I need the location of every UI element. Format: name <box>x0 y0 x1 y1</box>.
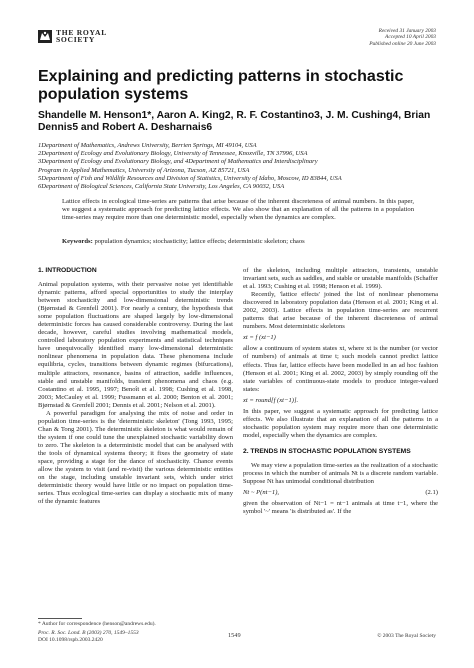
publisher-line-2: SOCIETY <box>56 35 96 45</box>
keywords <box>62 238 414 246</box>
equation-2-1-text: Nt ~ P(nt−1), <box>243 489 280 497</box>
equation-rounding-text: xt = round[f (xt−1)]. <box>243 396 299 404</box>
equation-skeleton-text: xt = f (xt−1) <box>243 334 276 342</box>
published-date: Published online 20 June 2003 <box>369 40 436 47</box>
paper-title: Explaining and predicting patterns in stochastic population systems <box>38 68 404 103</box>
footnote <box>38 618 233 628</box>
journal-citation: Proc. R. Soc. Lond. B (2003) 270, 1549–1553 <box>38 630 139 636</box>
copyright: © 2003 The Royal Society <box>377 633 436 639</box>
trends-paragraph-2: given the observation of Nt−1 = nt−1 animals at time t−1, where the symbol '~' means 'is distributed as'. If the <box>243 500 438 516</box>
doi: DOI 10.1098/rspb.2003.2420 <box>38 637 103 643</box>
abstract: Lattice effects in ecological time-series are patterns that arise because of the inherent discreteness of animal numbers. In this paper, we suggest a systematic approach for predicting lattice effects. We also show that an explanation of all the patterns in a population time-series may require more than one deterministic model, especially when the dynamics are complex. <box>62 198 414 222</box>
intro-paragraph-2: A powerful paradigm for analysing the mix of noise and order in population time-series is the 'deterministic skeleton' (Tong 1993, 1995; Chan & Tong 2001). The deterministic skeleton is what would remain of the system if one could tune the unexplained stochastic variability down to zero. The skeleton is a deterministic model that can be analysed with the tools of dynamical systems theory; it fixes the geometry of state space, providing a stage for the dance of stochasticity. Chance events allow the system to visit (and re-visit) the various deterministic entities on the stage, including unstable invariant sets, which under strict deterministic theory would have little or no impact on population time-series. Thus ecological time-series can display a stochastic mix of many of the dynamic features <box>38 409 233 506</box>
intro-paragraph-4: Recently, 'lattice effects' joined the list of nonlinear phenomena discovered in laboratory population data (Henson et al. 2001; King et al. 2002, 2003). Lattice effects in population time-series are recurrent patterns that arise because of the inherent discreteness of animal numbers. Most deterministic skeletons <box>243 291 438 331</box>
author-list: Shandelle M. Henson1*, Aaron A. King2, R. F. Costantino3, J. M. Cushing4, Brian Dennis5 and Robert A. Desharnais6 <box>38 110 431 133</box>
trends-paragraph-1: We may view a population time-series as the realization of a stochastic process in which the number of animals Nt is a discrete random variable. Suppose Nt has unimodal conditional distribution <box>243 461 438 486</box>
equation-skeleton <box>243 334 438 342</box>
section-heading-introduction: 1. INTRODUCTION <box>38 267 97 274</box>
publication-dates <box>369 28 436 47</box>
publisher-name <box>56 29 107 44</box>
affiliation-3: 3Department of Ecology and Evolutionary Biology, and 4Department of Mathematics and Interdisciplinary <box>38 158 318 166</box>
publisher-line-1: THE ROYAL <box>56 28 107 37</box>
accepted-date: Accepted 10 April 2003 <box>385 34 436 41</box>
affiliation-3-cont: Program in Applied Mathematics, University of Arizona, Tucson, AZ 85721, USA <box>38 166 250 174</box>
right-column <box>243 267 438 516</box>
equation-2-1-number: (2.1) <box>425 489 438 497</box>
footnote-rule <box>38 618 82 619</box>
affiliation-2: 2Department of Ecology and Evolutionary Biology, University of Tennessee, Knoxville, TN 37996, USA <box>38 150 308 158</box>
section-heading-trends: 2. TRENDS IN STOCHASTIC POPULATION SYSTEMS <box>243 447 411 455</box>
affiliations <box>38 142 438 191</box>
intro-paragraph-5: allow a continuum of system states xt, where xt is the number (or vector of numbers) of animals at time t; such models cannot predict lattice effects. Thus far, lattice effects have been modelled in an ad hoc fashion (Henson et al. 2001; King et al. 2002, 2003) by simply rounding off the state variables of continuous-state models to produce integer-valued states: <box>243 345 438 393</box>
left-column <box>38 267 233 506</box>
equation-2-1 <box>243 489 438 497</box>
affiliation-1: 1Department of Mathematics, Andrews University, Berrien Springs, MI 49104, USA <box>38 142 257 149</box>
affiliation-6: 6Department of Biological Sciences, California State University, Los Angeles, CA 90032, USA <box>38 183 285 191</box>
affiliation-5: 5Department of Fish and Wildlife Resources and Division of Statistics, University of Idaho, Moscow, ID 83844, USA <box>38 174 342 182</box>
crest-icon <box>38 30 52 43</box>
intro-paragraph-3: of the skeleton, including multiple attractors, transients, unstable invariant sets, such as saddles, and stable or unstable manifolds (Schaffer et al. 1993; Cushing et al. 1998; Henson et al. 1999). <box>243 267 438 291</box>
equation-rounding <box>243 397 438 405</box>
page-number: 1549 <box>228 632 241 639</box>
received-date: Received 31 January 2003 <box>378 28 436 34</box>
intro-paragraph-1: Animal population systems, with their pervasive noise yet identifiable dynamic patterns, afford special opportunities to study the interplay between stochasticity and low-dimensional deterministic trends (Bjørnstad & Grenfell 2001). For nearly a century, the hypothesis that some population fluctuations are shaped largely by low-dimensional deterministic forces has caused considerable controversy. During the last decade, however, careful studies involving mathematical models, controlled laboratory population experiments and statistical techniques have unequivocally identified many low-dimensional deterministic nonlinear phenomena in population data. These phenomena include equilibria, cycles, transitions between dynamic regimes (bifurcations), multiple attractors, resonance, basins of attraction, saddle influences, stable and unstable manifolds, transient phenomena and chaos (e.g. Costantino et al. 1995, 1997; Benoît et al. 1998; Cushing et al. 1998, 2003; McCauley et al. 1999; Fussmann et al. 2000; Benton et al. 2001; Bjørnstad & Grenfell 2001; Dennis et al. 2001; Nelson et al. 2001). <box>38 281 233 409</box>
intro-paragraph-6: In this paper, we suggest a systematic approach for predicting lattice effects. We also illustrate that an explanation of all the patterns in a stochastic population system may require more than one deterministic model, especially when the dynamics are complex. <box>243 407 438 439</box>
keywords-list: population dynamics; stochasticity; lattice effects; deterministic skeleton; chaos <box>94 238 305 245</box>
keywords-label: Keywords: <box>62 238 93 245</box>
publisher-logo <box>38 29 107 44</box>
footnote-text: * Author for correspondence (henson@andrews.edu). <box>38 621 156 627</box>
